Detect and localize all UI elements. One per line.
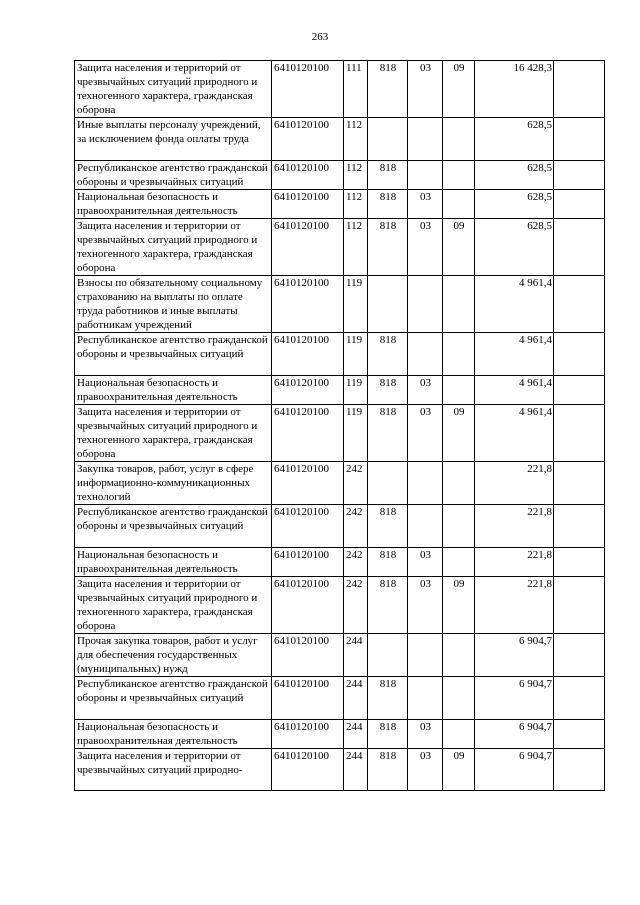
row-section <box>408 333 443 376</box>
row-expense-type: 119 <box>344 376 368 405</box>
row-note <box>554 677 605 720</box>
row-name: Национальная безопасность и правоохранительная деятельность <box>75 548 272 577</box>
row-section: 03 <box>408 405 443 462</box>
row-grbs: 818 <box>368 161 408 190</box>
row-note <box>554 577 605 634</box>
row-grbs: 818 <box>368 190 408 219</box>
row-note <box>554 505 605 548</box>
row-note <box>554 720 605 749</box>
row-expense-type: 112 <box>344 219 368 276</box>
row-expense-type: 242 <box>344 462 368 505</box>
row-target-article: 6410120100 <box>272 720 344 749</box>
table-row <box>75 462 605 505</box>
row-note <box>554 190 605 219</box>
row-section: 03 <box>408 720 443 749</box>
page-number: 263 <box>311 31 329 43</box>
row-subsection <box>443 161 475 190</box>
table-row <box>75 577 605 634</box>
row-section <box>408 677 443 720</box>
row-target-article: 6410120100 <box>272 548 344 577</box>
row-name: Защита населения и территории от чрезвычайных ситуаций природного и техногенного характера, гражданская оборона <box>75 577 272 634</box>
row-sum: 628,5 <box>475 118 554 161</box>
row-name: Иные выплаты персоналу учреждений, за исключением фонда оплаты труда <box>75 118 272 161</box>
row-note <box>554 462 605 505</box>
table-row <box>75 61 605 118</box>
row-name: Национальная безопасность и правоохранительная деятельность <box>75 376 272 405</box>
row-sum: 6 904,7 <box>475 720 554 749</box>
row-subsection: 09 <box>443 219 475 276</box>
row-expense-type: 112 <box>344 161 368 190</box>
row-expense-type: 111 <box>344 61 368 118</box>
row-sum: 221,8 <box>475 462 554 505</box>
table-row <box>75 677 605 720</box>
row-target-article: 6410120100 <box>272 276 344 333</box>
row-grbs: 818 <box>368 505 408 548</box>
row-expense-type: 242 <box>344 577 368 634</box>
row-sum: 628,5 <box>475 219 554 276</box>
row-note <box>554 405 605 462</box>
table-row <box>75 276 605 333</box>
table-row <box>75 161 605 190</box>
row-subsection <box>443 376 475 405</box>
row-expense-type: 244 <box>344 720 368 749</box>
row-name: Закупка товаров, работ, услуг в сфере информационно-коммуникационных технологий <box>75 462 272 505</box>
row-section: 03 <box>408 577 443 634</box>
row-target-article: 6410120100 <box>272 190 344 219</box>
row-target-article: 6410120100 <box>272 405 344 462</box>
row-note <box>554 548 605 577</box>
row-subsection <box>443 333 475 376</box>
row-subsection <box>443 720 475 749</box>
table-row <box>75 190 605 219</box>
row-target-article: 6410120100 <box>272 61 344 118</box>
row-target-article: 6410120100 <box>272 634 344 677</box>
row-note <box>554 118 605 161</box>
row-section <box>408 505 443 548</box>
row-sum: 4 961,4 <box>475 405 554 462</box>
table-row <box>75 118 605 161</box>
row-subsection <box>443 677 475 720</box>
row-note <box>554 634 605 677</box>
row-note <box>554 61 605 118</box>
row-grbs: 818 <box>368 219 408 276</box>
row-target-article: 6410120100 <box>272 118 344 161</box>
row-note <box>554 749 605 791</box>
row-sum: 221,8 <box>475 548 554 577</box>
row-target-article: 6410120100 <box>272 219 344 276</box>
row-sum: 6 904,7 <box>475 749 554 791</box>
row-grbs: 818 <box>368 548 408 577</box>
row-subsection: 09 <box>443 749 475 791</box>
row-grbs: 818 <box>368 577 408 634</box>
row-expense-type: 244 <box>344 677 368 720</box>
row-target-article: 6410120100 <box>272 462 344 505</box>
row-section: 03 <box>408 749 443 791</box>
table-row <box>75 749 605 791</box>
row-note <box>554 219 605 276</box>
row-expense-type: 119 <box>344 333 368 376</box>
row-sum: 4 961,4 <box>475 276 554 333</box>
row-grbs: 818 <box>368 749 408 791</box>
row-sum: 221,8 <box>475 577 554 634</box>
row-name: Взносы по обязательному социальному страхованию на выплаты по оплате труда работников и иные выплаты работникам учреждений <box>75 276 272 333</box>
row-grbs <box>368 462 408 505</box>
row-section <box>408 462 443 505</box>
row-target-article: 6410120100 <box>272 749 344 791</box>
row-sum: 6 904,7 <box>475 677 554 720</box>
row-grbs: 818 <box>368 677 408 720</box>
row-subsection <box>443 118 475 161</box>
row-note <box>554 376 605 405</box>
table-row <box>75 548 605 577</box>
row-expense-type: 242 <box>344 548 368 577</box>
row-expense-type: 244 <box>344 749 368 791</box>
row-section <box>408 118 443 161</box>
table-row <box>75 720 605 749</box>
row-name: Национальная безопасность и правоохранительная деятельность <box>75 720 272 749</box>
row-sum: 6 904,7 <box>475 634 554 677</box>
row-sum: 16 428,3 <box>475 61 554 118</box>
row-name: Защита населения и территорий от чрезвычайных ситуаций природного и техногенного характера, гражданская оборона <box>75 61 272 118</box>
row-target-article: 6410120100 <box>272 677 344 720</box>
row-grbs: 818 <box>368 405 408 462</box>
row-name: Республиканское агентство гражданской обороны и чрезвычайных ситуаций <box>75 161 272 190</box>
table-row <box>75 634 605 677</box>
row-subsection <box>443 276 475 333</box>
row-section: 03 <box>408 219 443 276</box>
row-sum: 4 961,4 <box>475 333 554 376</box>
row-sum: 4 961,4 <box>475 376 554 405</box>
row-target-article: 6410120100 <box>272 505 344 548</box>
row-sum: 628,5 <box>475 190 554 219</box>
row-subsection <box>443 505 475 548</box>
row-subsection: 09 <box>443 61 475 118</box>
table-row <box>75 505 605 548</box>
row-expense-type: 119 <box>344 276 368 333</box>
row-expense-type: 119 <box>344 405 368 462</box>
row-name: Республиканское агентство гражданской обороны и чрезвычайных ситуаций <box>75 333 272 376</box>
row-sum: 628,5 <box>475 161 554 190</box>
row-note <box>554 161 605 190</box>
row-note <box>554 333 605 376</box>
row-grbs: 818 <box>368 333 408 376</box>
row-grbs: 818 <box>368 720 408 749</box>
row-subsection <box>443 462 475 505</box>
row-name: Республиканское агентство гражданской обороны и чрезвычайных ситуаций <box>75 677 272 720</box>
row-section: 03 <box>408 61 443 118</box>
row-subsection <box>443 190 475 219</box>
row-section <box>408 634 443 677</box>
row-subsection: 09 <box>443 405 475 462</box>
row-target-article: 6410120100 <box>272 333 344 376</box>
row-target-article: 6410120100 <box>272 161 344 190</box>
row-grbs <box>368 276 408 333</box>
row-section: 03 <box>408 190 443 219</box>
row-subsection <box>443 634 475 677</box>
budget-table <box>74 60 605 791</box>
row-section: 03 <box>408 548 443 577</box>
row-section <box>408 161 443 190</box>
row-name: Защита населения и территории от чрезвычайных ситуаций природно- <box>75 749 272 791</box>
row-expense-type: 244 <box>344 634 368 677</box>
table-row <box>75 376 605 405</box>
row-grbs <box>368 634 408 677</box>
row-name: Республиканское агентство гражданской обороны и чрезвычайных ситуаций <box>75 505 272 548</box>
row-expense-type: 242 <box>344 505 368 548</box>
row-grbs: 818 <box>368 61 408 118</box>
row-section <box>408 276 443 333</box>
row-sum: 221,8 <box>475 505 554 548</box>
row-expense-type: 112 <box>344 190 368 219</box>
row-name: Защита населения и территории от чрезвычайных ситуаций природного и техногенного характера, гражданская оборона <box>75 219 272 276</box>
row-grbs <box>368 118 408 161</box>
table-row <box>75 405 605 462</box>
row-section: 03 <box>408 376 443 405</box>
row-name: Защита населения и территории от чрезвычайных ситуаций природного и техногенного характера, гражданская оборона <box>75 405 272 462</box>
row-expense-type: 112 <box>344 118 368 161</box>
row-subsection <box>443 548 475 577</box>
row-name: Национальная безопасность и правоохранительная деятельность <box>75 190 272 219</box>
table-row <box>75 333 605 376</box>
row-grbs: 818 <box>368 376 408 405</box>
row-target-article: 6410120100 <box>272 376 344 405</box>
row-note <box>554 276 605 333</box>
row-subsection: 09 <box>443 577 475 634</box>
row-target-article: 6410120100 <box>272 577 344 634</box>
table-row <box>75 219 605 276</box>
row-name: Прочая закупка товаров, работ и услуг для обеспечения государственных (муниципальных) нужд <box>75 634 272 677</box>
